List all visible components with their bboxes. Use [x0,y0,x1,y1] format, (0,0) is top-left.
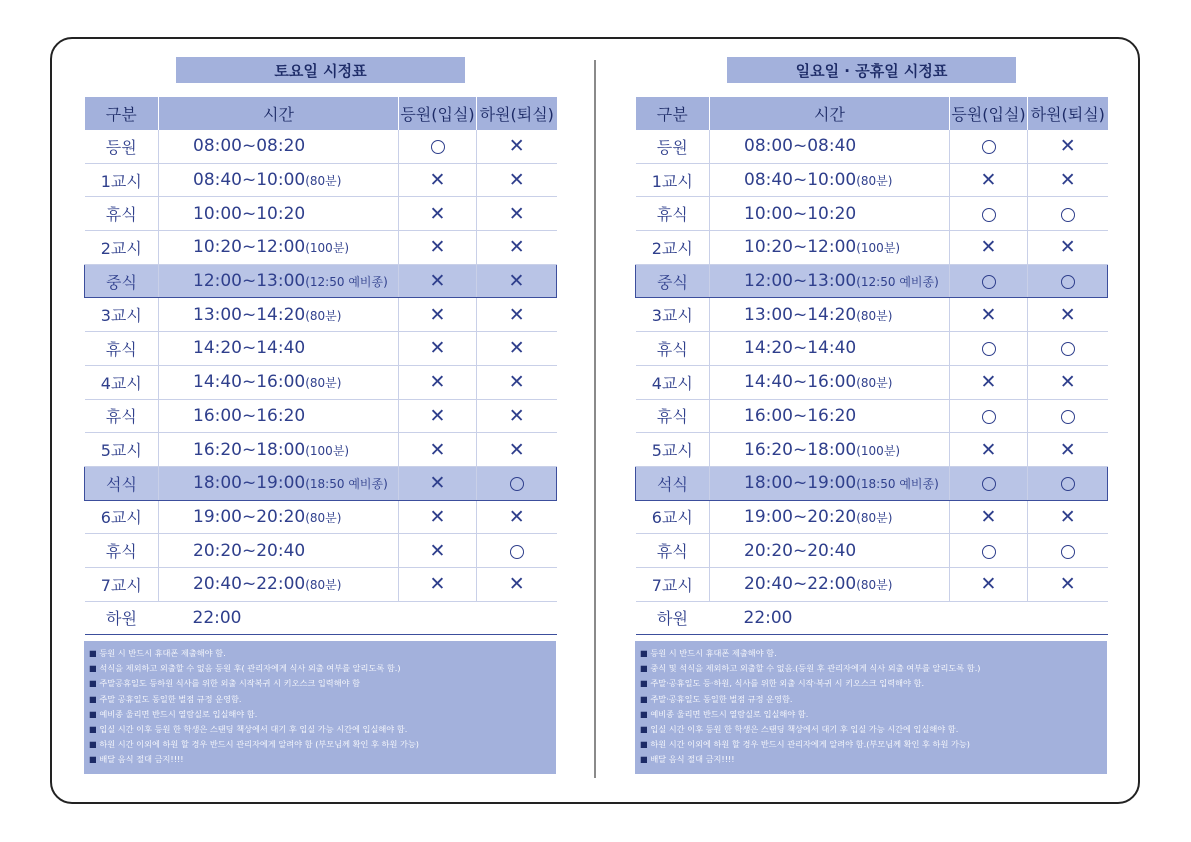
row-time-cell [159,466,399,500]
x-mark-icon: ✕ [508,202,525,225]
circle-mark-icon [982,545,996,559]
check-out-cell [1028,399,1108,433]
circle-mark-icon [1061,410,1075,424]
check-in-cell [950,231,1028,265]
check-in-cell [950,298,1028,332]
row-time-cell [159,163,399,197]
x-mark-icon: ✕ [1059,135,1076,158]
check-out-cell [477,130,557,163]
row-time-cell [710,500,950,534]
table-row [636,365,1108,399]
row-label: 하원 [636,601,710,635]
row-time-note: (80분) [856,376,893,391]
row-time-cell [710,231,950,265]
table-row [85,130,557,163]
header-time: 시간 [710,97,950,130]
check-out-cell [477,298,557,332]
row-time-cell [710,399,950,433]
check-in-cell [950,534,1028,568]
check-out-cell [477,365,557,399]
x-mark-icon: ✕ [508,404,525,427]
sunday-notes [635,641,1107,774]
check-in-cell [399,534,477,568]
row-label: 5교시 [636,433,710,467]
row-label: 3교시 [636,298,710,332]
row-time: 18:00~19:00 [193,473,306,494]
x-mark-icon: ✕ [429,270,446,293]
center-divider [594,60,596,778]
x-mark-icon: ✕ [429,505,446,528]
header-check-in: 등원(입실) [950,97,1028,130]
x-mark-icon: ✕ [980,236,997,259]
table-header-row [85,97,557,130]
note-item: ■ 배달 음식 절대 금지!!!! [89,752,551,767]
row-time-note: (80분) [305,376,342,391]
x-mark-icon: ✕ [1059,303,1076,326]
check-in-cell [950,399,1028,433]
row-time-cell [710,365,950,399]
x-mark-icon: ✕ [429,202,446,225]
table-row [85,500,557,534]
note-item: ■ 예비종 울리면 반드시 열람실로 입실해야 함. [640,707,1102,722]
row-time-cell [159,534,399,568]
note-item: ■ 중식 및 석식을 제외하고 외출할 수 없음.(등원 후 관리자에게 식사 외출 여부를 알리도록 함.) [640,661,1102,676]
row-label: 하원 [85,601,159,635]
check-in-cell [950,365,1028,399]
row-time-cell [159,332,399,366]
circle-mark-icon [982,208,996,222]
note-item: ■ 주말·공휴일도 등·하원, 식사를 위한 외출 시작·복귀 시 키오스크 입력해야 함. [640,676,1102,691]
x-mark-icon: ✕ [980,169,997,192]
check-out-cell [477,433,557,467]
table-row [85,399,557,433]
row-time-cell [710,433,950,467]
check-out-cell [1028,298,1108,332]
header-check-out: 하원(퇴실) [1028,97,1108,130]
check-out-cell [477,264,557,298]
note-item: ■ 등원 시 반드시 휴대폰 제출해야 함. [89,646,551,661]
x-mark-icon: ✕ [980,371,997,394]
check-in-cell [950,500,1028,534]
table-row [636,433,1108,467]
circle-mark-icon [1061,208,1075,222]
note-item: ■ 하원 시간 이외에 하원 할 경우 반드시 관리자에게 알려야 함 (부모님께 확인 후 하원 가능) [89,737,551,752]
x-mark-icon: ✕ [429,337,446,360]
table-row [636,197,1108,231]
row-time-note: (80분) [305,510,342,525]
sunday-title: 일요일 · 공휴일 시정표 [727,57,1016,83]
table-row [636,264,1108,298]
check-out-cell [1028,466,1108,500]
check-out-cell [1028,567,1108,601]
row-time-cell [159,500,399,534]
row-time-cell [159,197,399,231]
check-in-cell [950,264,1028,298]
row-label: 중식 [85,264,159,298]
row-label: 휴식 [85,399,159,433]
x-mark-icon: ✕ [980,438,997,461]
check-in-cell [950,433,1028,467]
table-row [85,365,557,399]
row-time: 16:20~18:00 [744,439,857,460]
circle-mark-icon [982,275,996,289]
row-time-cell [710,298,950,332]
x-mark-icon: ✕ [508,573,525,596]
x-mark-icon: ✕ [429,169,446,192]
row-time-note: (100분) [305,443,350,458]
x-mark-icon: ✕ [1059,438,1076,461]
x-mark-icon: ✕ [1059,169,1076,192]
check-in-cell [399,466,477,500]
row-time: 10:20~12:00 [744,237,857,258]
row-time-cell [710,264,950,298]
check-in-cell [399,500,477,534]
row-label: 1교시 [636,163,710,197]
check-out-cell [1028,264,1108,298]
check-out-cell [1028,231,1108,265]
row-label: 5교시 [85,433,159,467]
x-mark-icon: ✕ [1059,236,1076,259]
row-time: 12:00~13:00 [193,271,306,292]
x-mark-icon: ✕ [429,472,446,495]
circle-mark-icon [510,477,524,491]
row-time: 19:00~20:20 [193,506,306,527]
row-label: 7교시 [636,567,710,601]
note-item: ■ 입실 시간 이후 등원 한 학생은 스탠딩 책상에서 대기 후 입실 가능 시간에 입실해야 함. [89,722,551,737]
row-time-cell [710,332,950,366]
row-label: 1교시 [85,163,159,197]
circle-mark-icon [1061,477,1075,491]
table-row [85,332,557,366]
check-in-cell [399,197,477,231]
circle-mark-icon [1061,342,1075,356]
check-out-cell [1028,433,1108,467]
row-time-cell [710,567,950,601]
row-time: 14:20~14:40 [193,338,306,359]
row-label: 휴식 [636,332,710,366]
check-out-cell [1028,130,1108,163]
row-time: 08:00~08:40 [744,136,857,157]
row-time: 13:00~14:20 [193,304,306,325]
row-time: 22:00 [192,607,242,628]
header-check-out: 하원(퇴실) [477,97,557,130]
row-time: 16:00~16:20 [193,405,306,426]
circle-mark-icon [982,477,996,491]
row-time: 16:20~18:00 [193,439,306,460]
row-label: 6교시 [85,500,159,534]
row-time: 16:00~16:20 [744,405,857,426]
row-label: 휴식 [85,197,159,231]
note-item: ■ 등원 시 반드시 휴대폰 제출해야 함. [640,646,1102,661]
check-in-cell [399,433,477,467]
row-time-note: (80분) [305,174,342,189]
note-item: ■ 예비종 울리면 반드시 열람실로 입실해야 함. [89,707,551,722]
check-in-cell [399,567,477,601]
table-row [85,197,557,231]
check-out-cell [1028,197,1108,231]
table-row [85,433,557,467]
row-label: 휴식 [636,534,710,568]
check-out-cell [477,567,557,601]
row-time: 14:20~14:40 [744,338,857,359]
x-mark-icon: ✕ [1059,573,1076,596]
table-row [636,500,1108,534]
check-out-cell [1028,332,1108,366]
circle-mark-icon [982,140,996,154]
row-label: 휴식 [636,399,710,433]
row-time-cell [159,298,399,332]
row-time: 22:00 [743,607,793,628]
row-time: 20:20~20:40 [744,540,857,561]
saturday-notes [84,641,556,774]
row-time: 19:00~20:20 [744,506,857,527]
row-time-cell [710,197,950,231]
row-time-note: (80분) [856,308,893,323]
x-mark-icon: ✕ [508,303,525,326]
row-time-note: (80분) [856,578,893,593]
table-row [636,567,1108,601]
row-time-note: (80분) [856,174,893,189]
table-row [85,601,557,635]
row-time-cell [159,365,399,399]
note-item: ■ 주말·공휴일도 동일한 벌점 규정 운영함. [640,692,1102,707]
row-time-note: (100분) [305,241,350,256]
table-row [85,466,557,500]
row-time-cell [710,130,950,163]
row-time-note: (100분) [856,443,901,458]
check-out-cell [477,197,557,231]
check-in-cell [399,231,477,265]
header-check-in: 등원(입실) [399,97,477,130]
circle-mark-icon [982,410,996,424]
table-row [636,332,1108,366]
check-out-cell [1028,500,1108,534]
row-label: 등원 [636,130,710,163]
x-mark-icon: ✕ [429,236,446,259]
row-time: 20:40~22:00 [193,574,306,595]
row-time-cell [159,433,399,467]
check-out-cell [477,332,557,366]
check-out-cell [477,534,557,568]
table-row [636,130,1108,163]
row-time-note: (80분) [305,308,342,323]
table-row [85,264,557,298]
table-row [636,231,1108,265]
row-time: 08:40~10:00 [193,170,306,191]
check-in-cell [950,567,1028,601]
row-time: 14:40~16:00 [193,372,306,393]
row-time-note: (80분) [305,578,342,593]
check-in-cell [950,197,1028,231]
circle-mark-icon [982,342,996,356]
check-in-cell [950,163,1028,197]
row-label: 휴식 [85,534,159,568]
row-time-cell [159,567,399,601]
x-mark-icon: ✕ [1059,371,1076,394]
sunday-schedule-table [635,97,1108,635]
row-time-cell [710,601,1108,635]
row-time: 10:00~10:20 [193,203,306,224]
x-mark-icon: ✕ [508,371,525,394]
row-label: 등원 [85,130,159,163]
check-in-cell [399,399,477,433]
table-row [85,231,557,265]
row-label: 중식 [636,264,710,298]
table-row [85,534,557,568]
x-mark-icon: ✕ [980,505,997,528]
row-time-cell [159,601,557,635]
check-out-cell [477,399,557,433]
table-row [636,298,1108,332]
x-mark-icon: ✕ [508,135,525,158]
table-row [636,601,1108,635]
x-mark-icon: ✕ [429,404,446,427]
row-time: 18:00~19:00 [744,473,857,494]
row-time-note: (12:50 예비종) [856,275,939,290]
check-in-cell [399,332,477,366]
note-item: ■ 주말 공휴일도 동일한 벌점 규정 운영함. [89,692,551,707]
circle-mark-icon [510,545,524,559]
x-mark-icon: ✕ [429,539,446,562]
header-category: 구분 [85,97,159,130]
row-label: 4교시 [636,365,710,399]
row-label: 석식 [85,466,159,500]
circle-mark-icon [431,140,445,154]
row-time: 20:40~22:00 [744,574,857,595]
check-out-cell [1028,534,1108,568]
row-label: 2교시 [85,231,159,265]
check-in-cell [399,163,477,197]
row-time: 10:20~12:00 [193,237,306,258]
x-mark-icon: ✕ [980,573,997,596]
row-label: 2교시 [636,231,710,265]
x-mark-icon: ✕ [508,505,525,528]
table-row [636,466,1108,500]
check-in-cell [950,466,1028,500]
x-mark-icon: ✕ [508,169,525,192]
row-time-cell [159,264,399,298]
row-time: 13:00~14:20 [744,304,857,325]
row-label: 6교시 [636,500,710,534]
row-time-cell [710,466,950,500]
x-mark-icon: ✕ [980,303,997,326]
note-item: ■ 주말공휴일도 등하원 식사를 위한 외출 시작복귀 시 키오스크 입력해야 함 [89,676,551,691]
saturday-title: 토요일 시정표 [176,57,465,83]
row-time: 14:40~16:00 [744,372,857,393]
check-out-cell [477,466,557,500]
check-in-cell [399,264,477,298]
note-item: ■ 배달 음식 절대 금지!!!! [640,752,1102,767]
x-mark-icon: ✕ [508,438,525,461]
table-row [85,298,557,332]
x-mark-icon: ✕ [429,371,446,394]
row-time: 08:40~10:00 [744,170,857,191]
row-time-note: (18:50 예비종) [856,477,939,492]
row-time-note: (12:50 예비종) [305,275,388,290]
row-label: 석식 [636,466,710,500]
circle-mark-icon [1061,545,1075,559]
note-item: ■ 입실 시간 이후 등원 한 학생은 스탠딩 책상에서 대기 후 입실 가능 시간에 입실해야 함. [640,722,1102,737]
row-time-cell [159,130,399,163]
check-out-cell [477,163,557,197]
header-category: 구분 [636,97,710,130]
x-mark-icon: ✕ [508,236,525,259]
check-in-cell [399,298,477,332]
table-row [636,399,1108,433]
row-time: 20:20~20:40 [193,540,306,561]
row-time-note: (80분) [856,510,893,525]
x-mark-icon: ✕ [508,337,525,360]
x-mark-icon: ✕ [429,573,446,596]
row-time: 10:00~10:20 [744,203,857,224]
saturday-schedule-table [84,97,557,635]
row-label: 4교시 [85,365,159,399]
x-mark-icon: ✕ [429,303,446,326]
table-row [636,534,1108,568]
x-mark-icon: ✕ [508,270,525,293]
note-item: ■ 하원 시간 이외에 하원 할 경우 반드시 관리자에게 알려야 함.(부모님께 확인 후 하원 가능) [640,737,1102,752]
table-header-row [636,97,1108,130]
check-out-cell [1028,365,1108,399]
table-row [636,163,1108,197]
row-time-cell [710,534,950,568]
row-time-cell [710,163,950,197]
check-in-cell [950,130,1028,163]
header-time: 시간 [159,97,399,130]
circle-mark-icon [1061,275,1075,289]
row-label: 휴식 [85,332,159,366]
row-time-note: (100분) [856,241,901,256]
table-row [85,163,557,197]
check-in-cell [950,332,1028,366]
row-time-cell [159,231,399,265]
row-label: 3교시 [85,298,159,332]
row-time: 12:00~13:00 [744,271,857,292]
check-in-cell [399,365,477,399]
x-mark-icon: ✕ [429,438,446,461]
row-time: 08:00~08:20 [193,136,306,157]
x-mark-icon: ✕ [1059,505,1076,528]
row-label: 휴식 [636,197,710,231]
check-in-cell [399,130,477,163]
check-out-cell [1028,163,1108,197]
row-time-note: (18:50 예비종) [305,477,388,492]
check-out-cell [477,231,557,265]
table-row [85,567,557,601]
check-out-cell [477,500,557,534]
row-label: 7교시 [85,567,159,601]
row-time-cell [159,399,399,433]
note-item: ■ 석식을 제외하고 외출할 수 없음 등원 후( 관리자에게 식사 외출 여부를 알리도록 함.) [89,661,551,676]
